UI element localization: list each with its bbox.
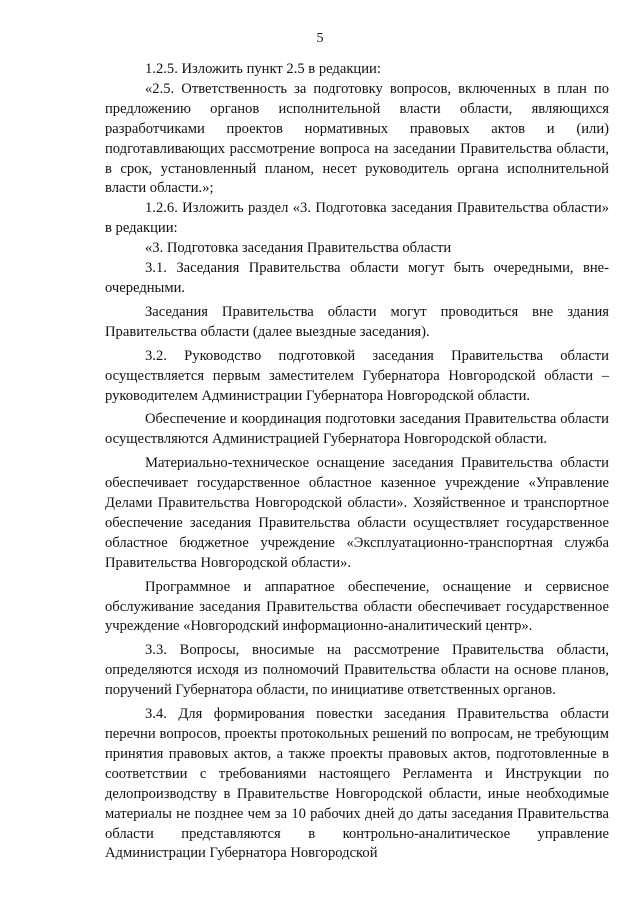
paragraph-off-site-meetings: Заседания Правительства области могут проводиться вне здания Правительства области (далее выездные заседания).	[105, 303, 609, 340]
paragraph-3-2: 3.2. Руководство подготовкой заседания Правительства области осуществляется первым заместителем Губернатора Новгородской области – руководителем Администрации Губернатора Новгородской области.	[105, 347, 609, 404]
paragraph-3-4: 3.4. Для формирования повестки заседания Правительства области перечни вопросов, проекты протокольных решений по вопросам, не требующим принятия правовых актов, а также проекты правовых актов, подготовленные в соответствии с требованиями настоящего Регламента и Инструкции по делопроизводству в Правительстве Новгородской области, иные необходимые материалы не позднее чем за 10 рабочих дней до даты заседания Правительства области представляются в контрольно-аналитическое управление Администрации Губернатора Новгородской	[105, 706, 609, 862]
document-body	[105, 60, 609, 864]
paragraph-logistics: Материально-техническое оснащение заседания Правительства области обеспечивает государственное областное казенное учреждение «Управление Делами Правительства Новгородской области». Хозяйственное и транспортное обеспечение заседания Правительства области осуществляет государственное областное бюджетное учреждение «Эксплуатационно-транспортная служба Правительства Новгородской области».	[105, 455, 609, 571]
paragraph-1-2-5: 1.2.5. Изложить пункт 2.5 в редакции:	[145, 61, 381, 77]
paragraph-coordination: Обеспечение и координация подготовки заседания Правительства области осуществляются Администрацией Губернатора Новгородской области.	[105, 411, 609, 448]
paragraph-3-1: 3.1. Заседания Правительства области могут быть очередными, внеочередными.	[105, 260, 609, 296]
paragraph-software-support: Программное и аппаратное обеспечение, оснащение и сервисное обслуживание заседания Правительства области обеспечивает государственное учреждение «Новгородский информационно-аналитический центр».	[105, 578, 609, 635]
section-3-heading: «3. Подготовка заседания Правительства области	[145, 240, 452, 257]
page-number: 5	[316, 31, 324, 46]
paragraph-1-2-6: 1.2.6. Изложить раздел «3. Подготовка заседания Правительства области» в редакции:	[105, 200, 609, 237]
paragraph-3-3: 3.3. Вопросы, вносимые на рассмотрение Правительства области, определяются исходя из полномочий Правительства области на основе планов, поручений Губернатора области, по инициативе ответственных органов.	[105, 642, 609, 699]
paragraph-2-5-text: «2.5. Ответственность за подготовку вопросов, включенных в план по предложению органов исполнительной власти области, являющихся разработчиками проектов нормативных правовых актов и (или) подготавливающих рассмотрение вопроса на заседании Правительства области, в срок, установленный планом, несет руководитель органа исполнительной власти области.»;	[105, 80, 609, 197]
